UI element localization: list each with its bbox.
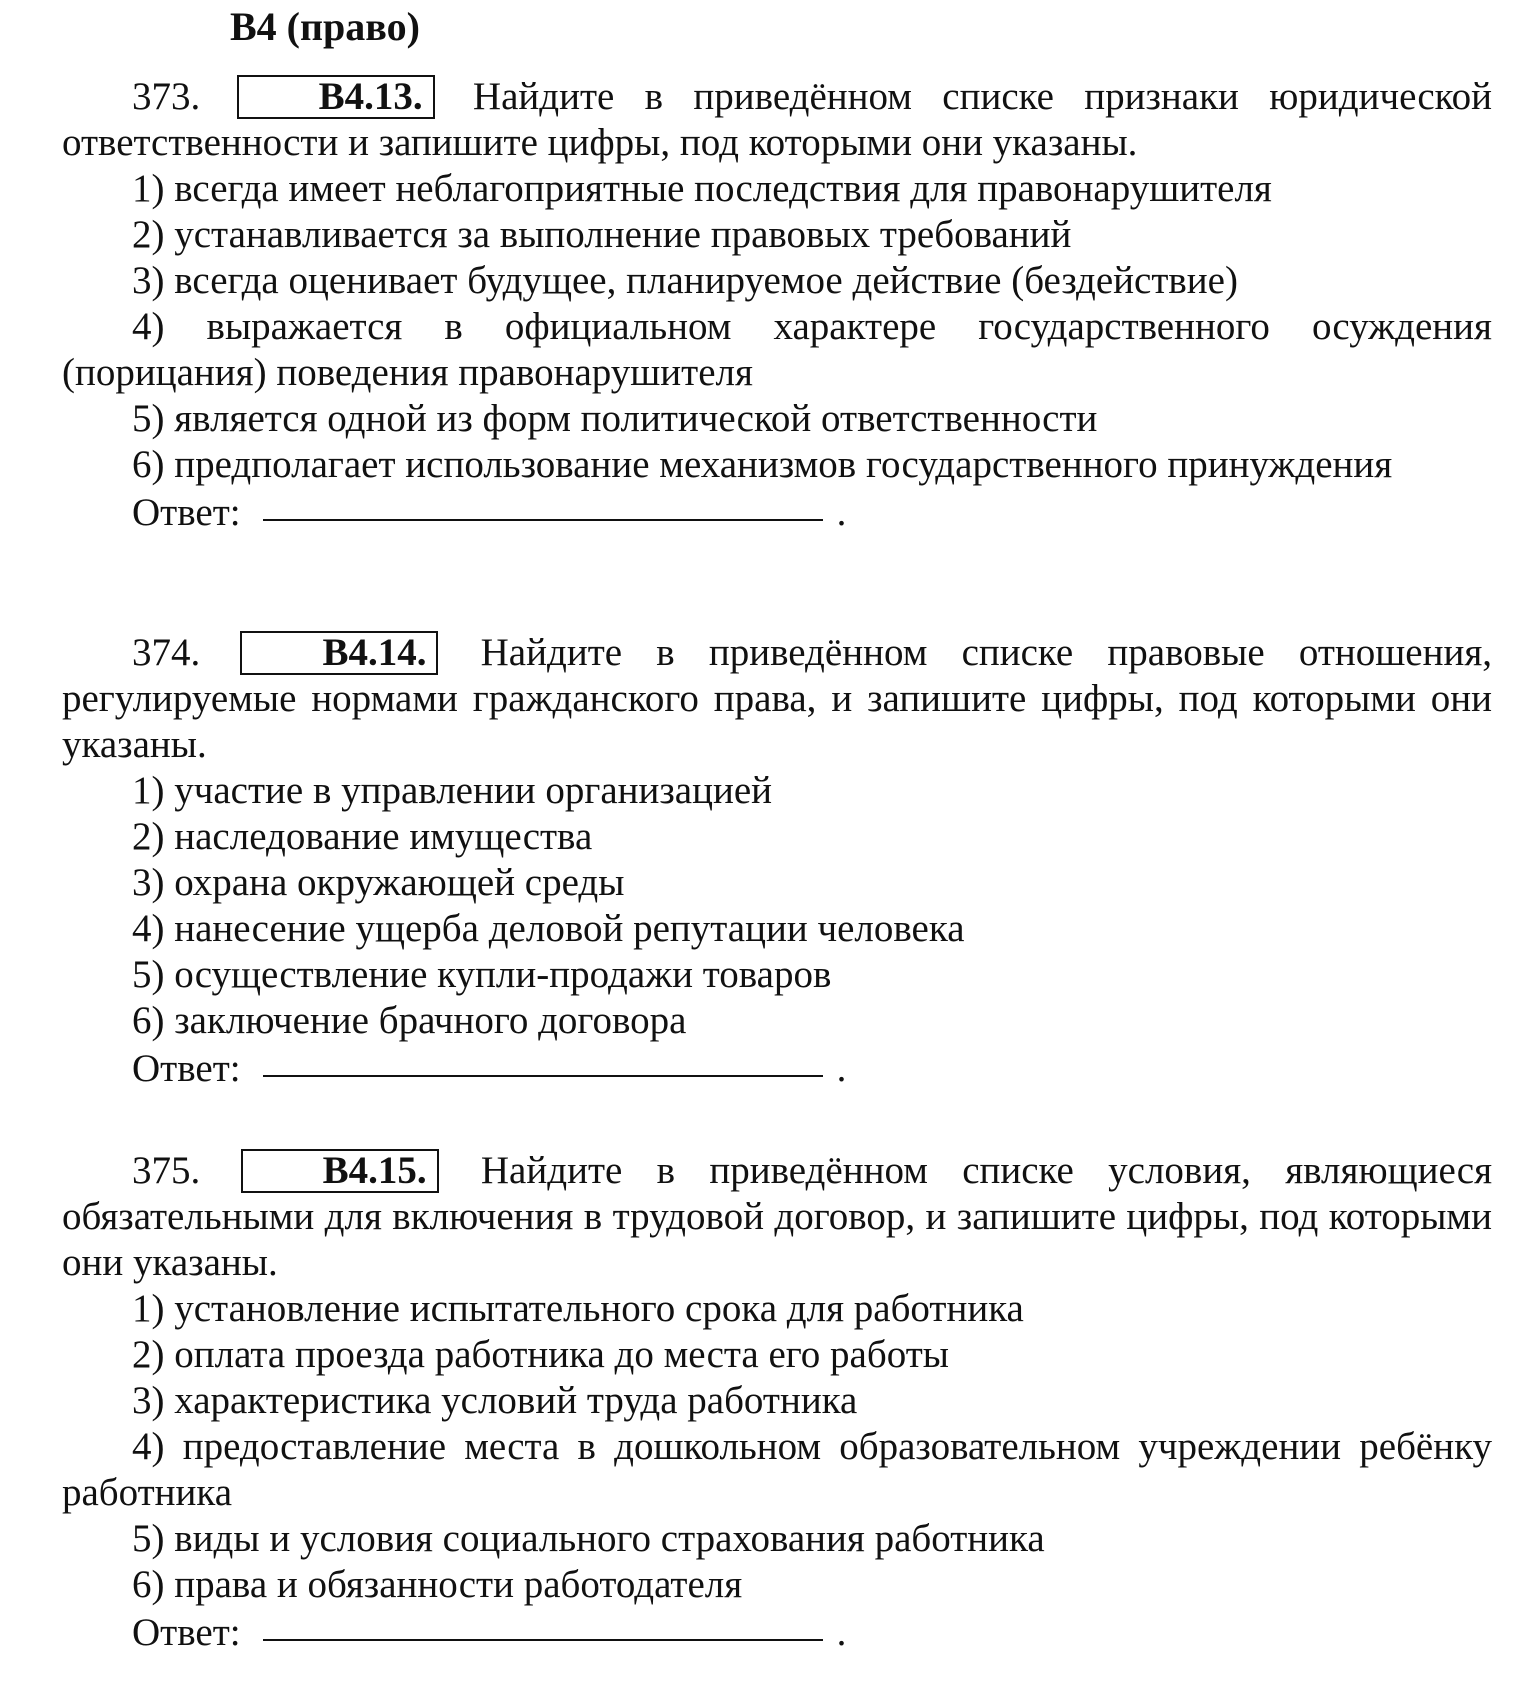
options-list [62, 768, 1492, 1044]
answer-end-mark: . [836, 491, 847, 534]
answer-blank-line[interactable] [263, 1638, 823, 1641]
option-item: 1) участие в управлении организацией [132, 769, 773, 812]
task-code-badge: B4.15. [241, 1149, 439, 1193]
option-item: 5) является одной из форм политической ответственности [132, 397, 1098, 440]
task-intro [62, 630, 1492, 768]
option-item: 2) наследование имущества [132, 815, 593, 858]
answer-end-mark: . [836, 1611, 847, 1654]
option-item: 5) виды и условия социального страхования работника [132, 1517, 1045, 1560]
task-prompt: Найдите в приведённом списке признаки юридической ответственности и запишите цифры, под которыми они указаны. [62, 75, 1492, 164]
section-title: B4 (право) [230, 4, 420, 49]
answer-row [132, 490, 1492, 536]
task-intro [62, 1148, 1492, 1286]
option-item: 5) осуществление купли-продажи товаров [132, 953, 832, 996]
option-item: 3) характеристика условий труда работника [132, 1379, 858, 1422]
option-item: 2) оплата проезда работника до места его работы [132, 1333, 949, 1376]
task-number: 373. [132, 75, 201, 118]
option-item: 2) устанавливается за выполнение правовых требований [132, 213, 1072, 256]
option-item: 1) всегда имеет неблагоприятные последствия для правонарушителя [132, 167, 1272, 210]
answer-row [132, 1046, 1492, 1092]
task-prompt: Найдите в приведённом списке условия, являющиеся обязательными для включения в трудовой договор, и запишите цифры, под которыми они указаны. [62, 1149, 1493, 1284]
answer-end-mark: . [836, 1047, 847, 1090]
option-item: 3) охрана окружающей среды [132, 861, 625, 904]
task-number: 375. [132, 1149, 201, 1192]
option-item: 6) заключение брачного договора [132, 999, 687, 1042]
option-item: 4) нанесение ущерба деловой репутации человека [132, 907, 965, 950]
answer-blank-line[interactable] [263, 1074, 823, 1077]
option-item: 6) предполагает использование механизмов государственного принуждения [132, 443, 1393, 486]
task-number: 374. [132, 631, 201, 674]
option-item: 1) установление испытательного срока для работника [132, 1287, 1024, 1330]
task-374 [62, 630, 1492, 1092]
answer-blank-line[interactable] [263, 518, 823, 521]
answer-label: Ответ: [132, 1611, 241, 1654]
options-list [62, 1286, 1492, 1608]
option-item: 4) выражается в официальном характере государственного осуждения (порицания) поведения правонарушителя [62, 305, 1492, 394]
answer-label: Ответ: [132, 1047, 241, 1090]
task-375 [62, 1148, 1492, 1656]
option-item: 4) предоставление места в дошкольном образовательном учреждении ребёнку работника [62, 1425, 1492, 1514]
option-item: 6) права и обязанности работодателя [132, 1563, 743, 1606]
option-item: 3) всегда оценивает будущее, планируемое действие (бездействие) [132, 259, 1238, 302]
answer-label: Ответ: [132, 491, 241, 534]
task-code-badge: B4.13. [237, 75, 435, 119]
task-373 [62, 74, 1492, 536]
task-code-badge: B4.14. [240, 631, 438, 675]
options-list [62, 166, 1492, 488]
task-intro [62, 74, 1492, 166]
task-prompt: Найдите в приведённом списке правовые отношения, регулируемые нормами гражданского права, и запишите цифры, под которыми они указаны. [62, 631, 1493, 766]
answer-row [132, 1610, 1492, 1656]
